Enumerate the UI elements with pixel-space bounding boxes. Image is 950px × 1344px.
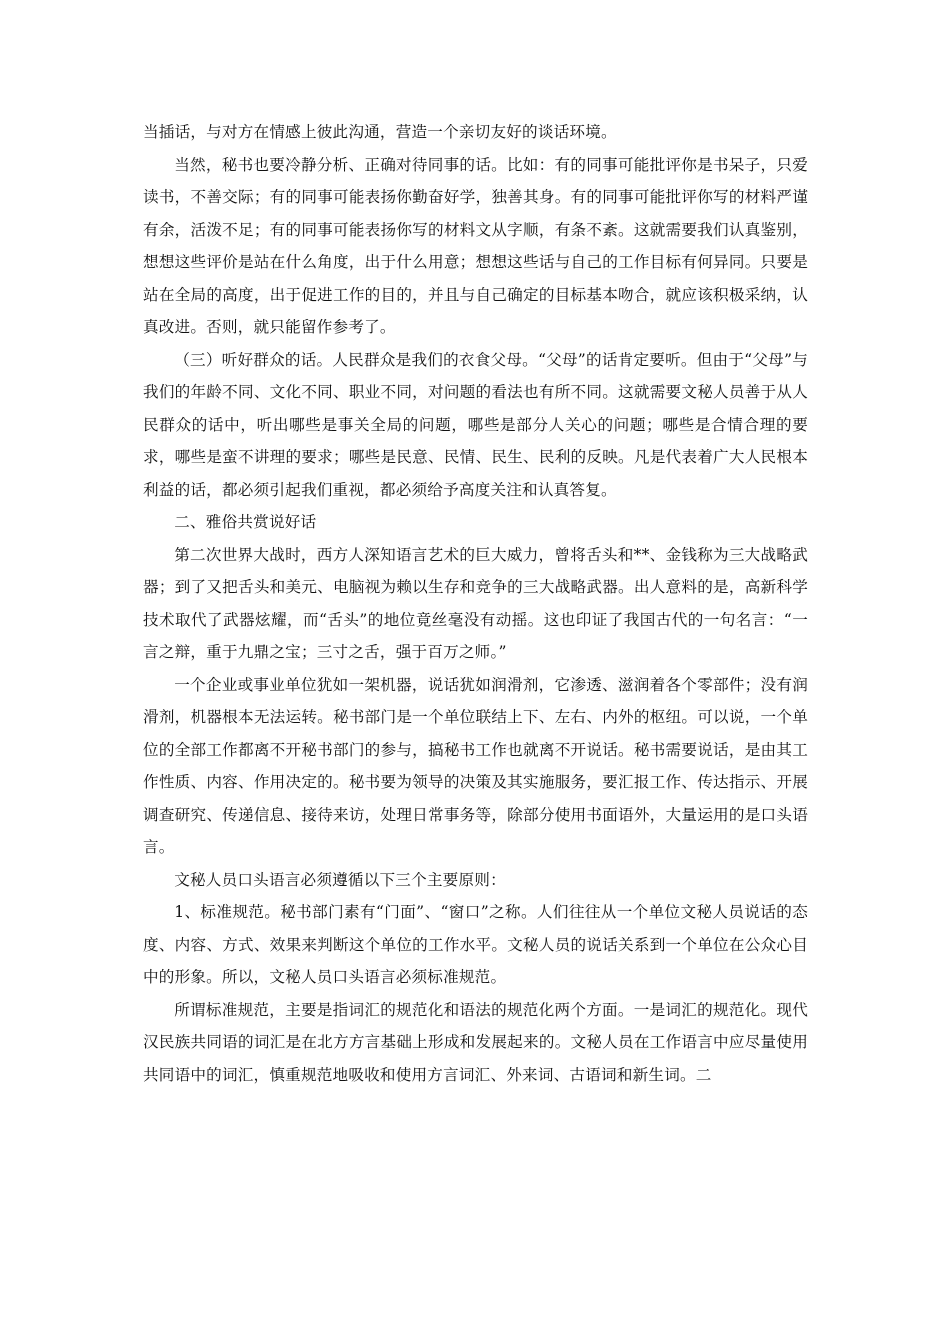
paragraph: 当插话，与对方在情感上彼此沟通，营造一个亲切友好的谈话环境。 [143,123,617,141]
paragraph: 第二次世界大战时，西方人深知语言艺术的巨大威力，曾将舌头和**、金钱称为三大战略武器；到了又把舌头和美元、电脑视为赖以生存和竞争的三大战略武器。出人意料的是，高新科学技术取代了武器炫耀，而“舌头”的地位竟丝毫没有动摇。这也印证了我国古代的一句名言：“一言之辩，重于九鼎之宝；三寸之舌，强于百万之师。” [143,545,808,661]
section-heading: 二、雅俗共赏说好话 [174,513,317,531]
paragraph: 1、标准规范。秘书部门素有“门面”、“窗口”之称。人们往往从一个单位文秘人员说话的态度、内容、方式、效果来判断这个单位的工作水平。文秘人员的说话关系到一个单位在公众心目中的形象。所以，文秘人员口头语言必须标准规范。 [143,903,808,986]
paragraph: 所谓标准规范，主要是指词汇的规范化和语法的规范化两个方面。一是词汇的规范化。现代汉民族共同语的词汇是在北方方言基础上形成和发展起来的。文秘人员在工作语言中应尽量使用共同语中的词汇，慎重规范地吸收和使用方言词汇、外来词、古语词和新生词。二 [143,1000,808,1084]
paragraph: 当然，秘书也要冷静分析、正确对待同事的话。比如：有的同事可能批评你是书呆子，只爱读书，不善交际；有的同事可能表扬你勤奋好学，独善其身。有的同事可能批评你写的材料严谨有余，活泼不足；有的同事可能表扬你写的材料文从字顺，有条不紊。这就需要我们认真鉴别，想想这些评价是站在什么角度，出于什么用意；想想这些话与自己的工作目标有何异同。只要是站在全局的高度，出于促进工作的目的，并且与自己确定的目标基本吻合，就应该积极采纳，认真改进。否则，就只能留作参考了。 [143,155,808,336]
paragraph: 文秘人员口头语言必须遵循以下三个主要原则： [174,870,506,889]
paragraph: 一个企业或事业单位犹如一架机器，说话犹如润滑剂，它渗透、滋润着各个零部件；没有润滑剂，机器根本无法运转。秘书部门是一个单位联结上下、左右、内外的枢纽。可以说，一个单位的全部工作都离不开秘书部门的参与，搞秘书工作也就离不开说话。秘书需要说话，是由其工作性质、内容、作用决定的。秘书要为领导的决策及其实施服务，要汇报工作、传达指示、开展调查研究、传递信息、接待来访，处理日常事务等，除部分使用书面语外，大量运用的是口头语言。 [143,675,808,856]
paragraph: （三）听好群众的话。人民群众是我们的衣食父母。“父母”的话肯定要听。但由于“父母”与我们的年龄不同、文化不同、职业不同，对问题的看法也有所不同。这就需要文秘人员善于从人民群众的话中，听出哪些是事关全局的问题，哪些是部分人关心的问题；哪些是合情合理的要求，哪些是蛮不讲理的要求；哪些是民意、民情、民生、民利的反映。凡是代表着广大人民根本利益的话，都必须引起我们重视，都必须给予高度关注和认真答复。 [143,350,808,499]
